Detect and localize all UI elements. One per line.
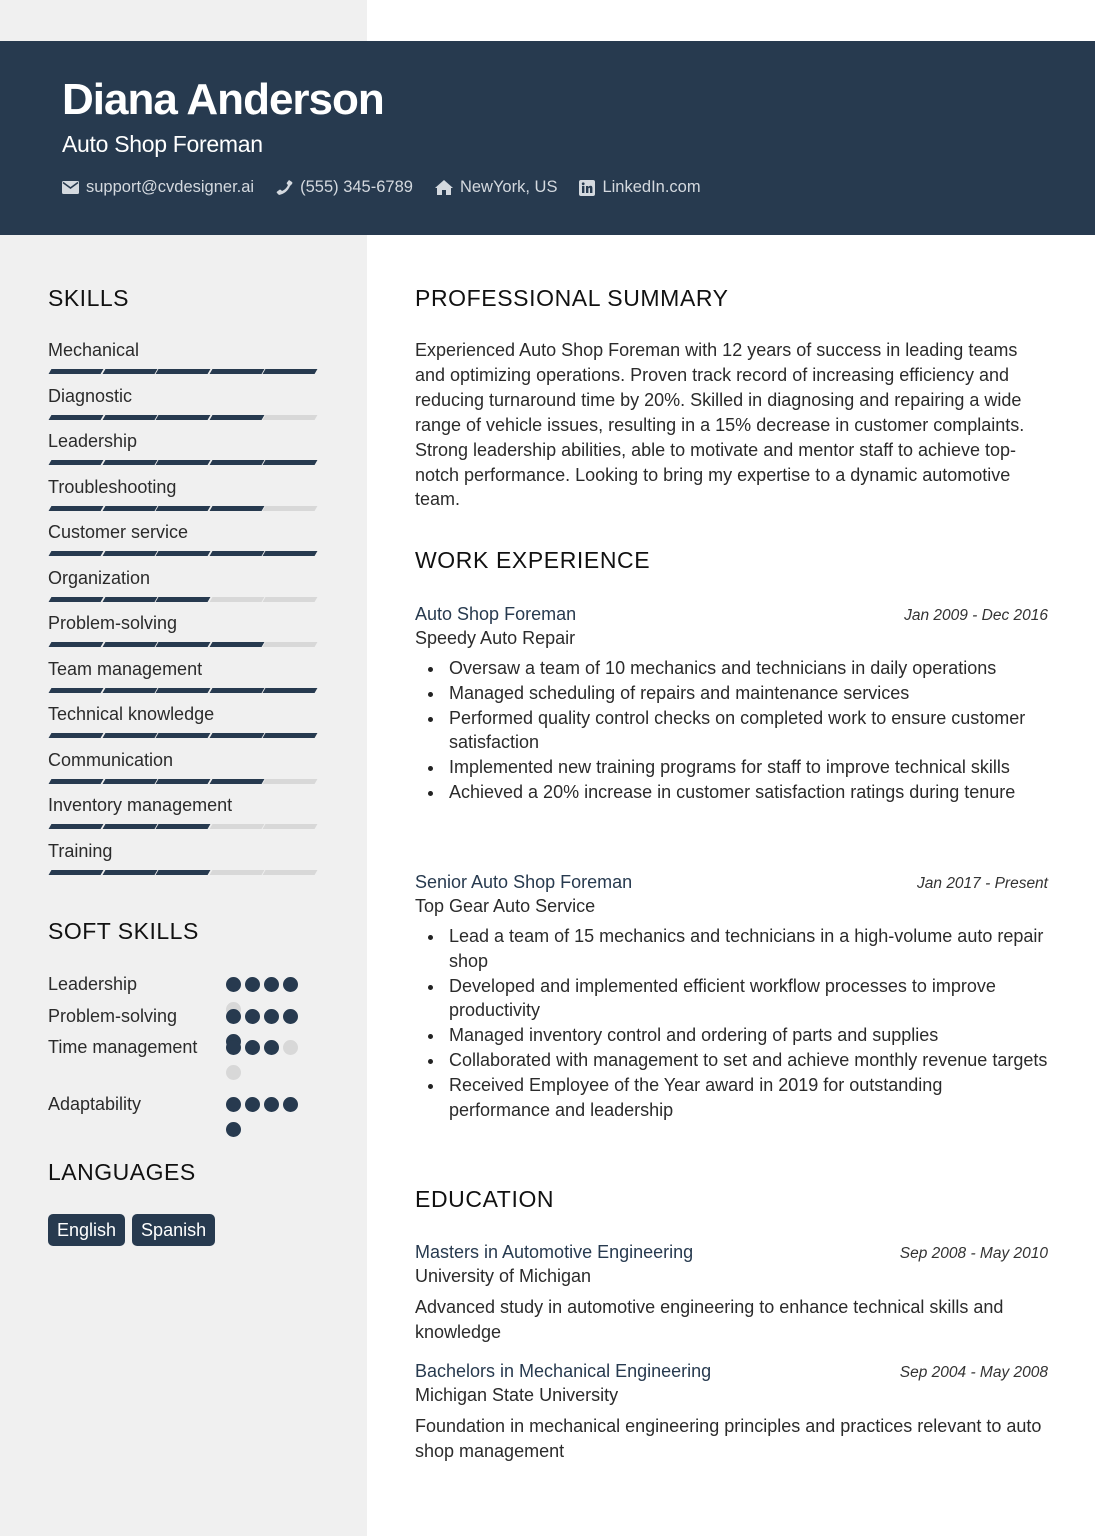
level-segment-filled <box>156 688 210 693</box>
skill-item <box>48 566 318 612</box>
level-segment-filled <box>209 551 263 556</box>
level-segment-empty <box>263 597 317 602</box>
job-bullet: Managed inventory control and ordering of parts and supplies <box>415 1023 1048 1048</box>
soft-skill-name: Adaptability <box>48 1094 142 1114</box>
level-segment-filled <box>263 369 317 374</box>
level-segment-filled <box>49 551 103 556</box>
level-segment-filled <box>209 460 263 465</box>
soft-skill-item <box>48 1035 318 1092</box>
level-segment-filled <box>209 506 263 511</box>
level-segment-filled <box>49 733 103 738</box>
languages-list <box>48 1214 215 1246</box>
skill-name: Customer service <box>48 522 189 542</box>
phone-icon <box>276 179 293 196</box>
skill-level-bar <box>48 779 318 784</box>
level-segment-empty <box>209 870 263 875</box>
level-segment-filled <box>49 597 103 602</box>
rating-dot-filled <box>245 1097 260 1112</box>
job-bullet: Implemented new training programs for staff to improve technical skills <box>415 755 1048 780</box>
candidate-title: Auto Shop Foreman <box>62 131 263 157</box>
rating-dot-filled <box>283 1009 298 1024</box>
rating-dot-empty <box>226 1065 241 1080</box>
level-segment-filled <box>49 779 103 784</box>
skill-item <box>48 748 318 794</box>
job-bullets <box>415 924 1048 1122</box>
level-segment-filled <box>49 688 103 693</box>
skill-item <box>48 520 318 566</box>
contact-phone-text: (555) 345-6789 <box>300 178 413 196</box>
skill-level-bar <box>48 415 318 420</box>
skill-level-bar <box>48 506 318 511</box>
skill-name: Diagnostic <box>48 385 133 406</box>
skill-item <box>48 702 318 748</box>
level-segment-filled <box>156 779 210 784</box>
level-segment-filled <box>209 779 263 784</box>
languages-heading: LANGUAGES <box>48 1159 196 1185</box>
skill-level-bar <box>48 824 318 829</box>
rating-dot-filled <box>226 977 241 992</box>
school-name: University of Michigan <box>415 1266 592 1286</box>
rating-dot-filled <box>226 1097 241 1112</box>
level-segment-filled <box>102 688 156 693</box>
level-segment-filled <box>156 551 210 556</box>
job-company: Top Gear Auto Service <box>415 896 596 916</box>
job-role: Senior Auto Shop Foreman <box>415 872 633 892</box>
skill-level-bar <box>48 642 318 647</box>
soft-skill-name: Problem-solving <box>48 1006 178 1026</box>
experience-entry <box>415 870 1048 1122</box>
rating-dot-filled <box>283 977 298 992</box>
level-segment-filled <box>49 460 103 465</box>
soft-skill-rating <box>226 1092 306 1116</box>
level-segment-empty <box>209 824 263 829</box>
level-segment-filled <box>156 597 210 602</box>
level-segment-filled <box>49 642 103 647</box>
contact-email[interactable] <box>62 178 254 197</box>
level-segment-filled <box>49 415 103 420</box>
summary-heading: PROFESSIONAL SUMMARY <box>415 285 729 311</box>
level-segment-filled <box>102 460 156 465</box>
education-entry <box>415 1359 1048 1464</box>
level-segment-filled <box>102 506 156 511</box>
soft-skill-item <box>48 1092 318 1132</box>
skill-name: Leadership <box>48 431 138 451</box>
education-entry <box>415 1240 1048 1345</box>
level-segment-filled <box>49 506 103 511</box>
soft-skills-heading: SOFT SKILLS <box>48 918 199 944</box>
rating-dot-filled <box>264 1040 279 1055</box>
skill-name: Training <box>48 840 113 861</box>
education-dates: Sep 2008 - May 2010 <box>899 1245 1048 1262</box>
resume-header <box>0 41 1095 235</box>
rating-dot-filled <box>245 1009 260 1024</box>
soft-skill-name: Leadership <box>48 974 138 994</box>
skills-list <box>48 338 318 884</box>
soft-skill-name: Time management <box>48 1037 198 1057</box>
level-segment-filled <box>102 369 156 374</box>
level-segment-empty <box>263 506 317 511</box>
job-bullet: Managed scheduling of repairs and maintenance services <box>415 681 1048 706</box>
level-segment-empty <box>263 824 317 829</box>
level-segment-filled <box>209 733 263 738</box>
skill-item <box>48 657 318 703</box>
level-segment-filled <box>209 369 263 374</box>
job-bullets <box>415 656 1048 805</box>
soft-skill-rating <box>226 1035 306 1059</box>
level-segment-filled <box>156 460 210 465</box>
level-segment-filled <box>49 824 103 829</box>
contact-location-text: NewYork, US <box>459 178 558 196</box>
level-segment-filled <box>156 642 210 647</box>
level-segment-filled <box>156 870 210 875</box>
skill-level-bar <box>48 733 318 738</box>
skill-name: Mechanical <box>48 340 140 360</box>
contact-phone[interactable] <box>276 178 413 197</box>
level-segment-filled <box>102 551 156 556</box>
job-bullet: Developed and implemented efficient workflow processes to improve productivity <box>415 974 1048 1024</box>
skills-heading: SKILLS <box>48 285 129 311</box>
degree-name: Masters in Automotive Engineering <box>415 1242 694 1262</box>
level-segment-filled <box>263 733 317 738</box>
candidate-name: Diana Anderson <box>62 75 384 124</box>
level-segment-filled <box>263 460 317 465</box>
job-bullet: Received Employee of the Year award in 2019 for outstanding performance and leadership <box>415 1073 1048 1123</box>
level-segment-filled <box>102 870 156 875</box>
level-segment-filled <box>209 688 263 693</box>
soft-skills-list <box>48 972 318 1132</box>
contact-location <box>435 178 558 197</box>
contact-linkedin-text: LinkedIn.com <box>602 178 701 196</box>
skill-level-bar <box>48 870 318 875</box>
skill-level-bar <box>48 369 318 374</box>
job-bullet: Achieved a 20% increase in customer satisfaction ratings during tenure <box>415 780 1048 805</box>
rating-dot-filled <box>264 1097 279 1112</box>
skill-item <box>48 839 318 885</box>
skill-name: Problem-solving <box>48 613 178 633</box>
job-bullet: Oversaw a team of 10 mechanics and technicians in daily operations <box>415 656 1048 681</box>
level-segment-filled <box>156 733 210 738</box>
level-segment-empty <box>263 779 317 784</box>
skill-item <box>48 793 318 839</box>
education-heading: EDUCATION <box>415 1186 555 1212</box>
level-segment-filled <box>209 642 263 647</box>
level-segment-filled <box>102 597 156 602</box>
rating-dot-filled <box>245 1040 260 1055</box>
level-segment-empty <box>209 597 263 602</box>
skill-level-bar <box>48 688 318 693</box>
home-icon <box>435 180 453 195</box>
skill-level-bar <box>48 597 318 602</box>
level-segment-filled <box>209 415 263 420</box>
language-badge: Spanish <box>132 1214 215 1246</box>
level-segment-filled <box>156 369 210 374</box>
skill-item <box>48 475 318 521</box>
soft-skill-rating <box>226 1004 306 1028</box>
job-dates: Jan 2009 - Dec 2016 <box>904 607 1048 624</box>
skill-name: Team management <box>48 658 203 679</box>
level-segment-empty <box>263 642 317 647</box>
experience-heading: WORK EXPERIENCE <box>415 547 651 573</box>
contact-linkedin[interactable] <box>579 178 700 197</box>
job-bullet: Lead a team of 15 mechanics and technicians in a high-volume auto repair shop <box>415 924 1048 974</box>
level-segment-filled <box>156 506 210 511</box>
level-segment-filled <box>102 415 156 420</box>
level-segment-filled <box>49 870 103 875</box>
level-segment-filled <box>263 551 317 556</box>
skill-item <box>48 429 318 475</box>
envelope-icon <box>62 181 79 194</box>
rating-dot-filled <box>226 1040 241 1055</box>
job-dates: Jan 2017 - Present <box>917 875 1048 892</box>
level-segment-filled <box>49 369 103 374</box>
level-segment-empty <box>263 870 317 875</box>
rating-dot-filled <box>226 1009 241 1024</box>
skill-item <box>48 338 318 384</box>
rating-dot-filled <box>245 977 260 992</box>
level-segment-filled <box>102 733 156 738</box>
level-segment-filled <box>102 824 156 829</box>
skill-item <box>48 611 318 657</box>
skill-level-bar <box>48 551 318 556</box>
level-segment-filled <box>102 779 156 784</box>
contact-bar <box>62 178 701 197</box>
job-bullet: Collaborated with management to set and achieve monthly revenue targets <box>415 1048 1048 1073</box>
job-role: Auto Shop Foreman <box>415 604 577 624</box>
skill-level-bar <box>48 460 318 465</box>
skill-name: Technical knowledge <box>48 704 215 724</box>
rating-dot-empty <box>283 1040 298 1055</box>
skill-item <box>48 384 318 430</box>
linkedin-icon <box>579 180 595 196</box>
language-badge: English <box>48 1214 125 1246</box>
job-company: Speedy Auto Repair <box>415 628 576 648</box>
education-description: Foundation in mechanical engineering principles and practices relevant to auto shop management <box>415 1416 1042 1461</box>
rating-dot-filled <box>264 977 279 992</box>
rating-dot-filled <box>283 1097 298 1112</box>
school-name: Michigan State University <box>415 1385 619 1405</box>
degree-name: Bachelors in Mechanical Engineering <box>415 1361 712 1381</box>
soft-skill-item <box>48 1004 318 1035</box>
education-description: Advanced study in automotive engineering to enhance technical skills and knowledge <box>415 1297 1004 1342</box>
level-segment-filled <box>156 415 210 420</box>
rating-dot-filled <box>264 1009 279 1024</box>
skill-name: Communication <box>48 749 174 770</box>
contact-email-text: support@cvdesigner.ai <box>86 178 255 196</box>
skill-name: Inventory management <box>48 795 233 815</box>
soft-skill-rating <box>226 972 306 996</box>
rating-dot-filled <box>226 1122 241 1137</box>
education-dates: Sep 2004 - May 2008 <box>899 1364 1048 1381</box>
skill-name: Troubleshooting <box>48 476 177 497</box>
skill-name: Organization <box>48 567 151 588</box>
level-segment-filled <box>156 824 210 829</box>
level-segment-filled <box>263 688 317 693</box>
summary-text: Experienced Auto Shop Foreman with 12 years of success in leading teams and optimizing operations. Proven track record of increasing efficiency and reducing turnaround time by 20%. Skilled in diagnosing and repairing a wide range of vehicle issues, resulting in a 15% decrease in customer complaints. Strong leadership abilities, able to motivate and mentor staff to achieve top-notch performance. Looking to bring my expertise to a dynamic automotive team. <box>415 340 1025 510</box>
level-segment-filled <box>102 642 156 647</box>
experience-entry <box>415 602 1048 805</box>
level-segment-empty <box>263 415 317 420</box>
job-bullet: Performed quality control checks on completed work to ensure customer satisfaction <box>415 706 1048 756</box>
soft-skill-item <box>48 972 318 1004</box>
